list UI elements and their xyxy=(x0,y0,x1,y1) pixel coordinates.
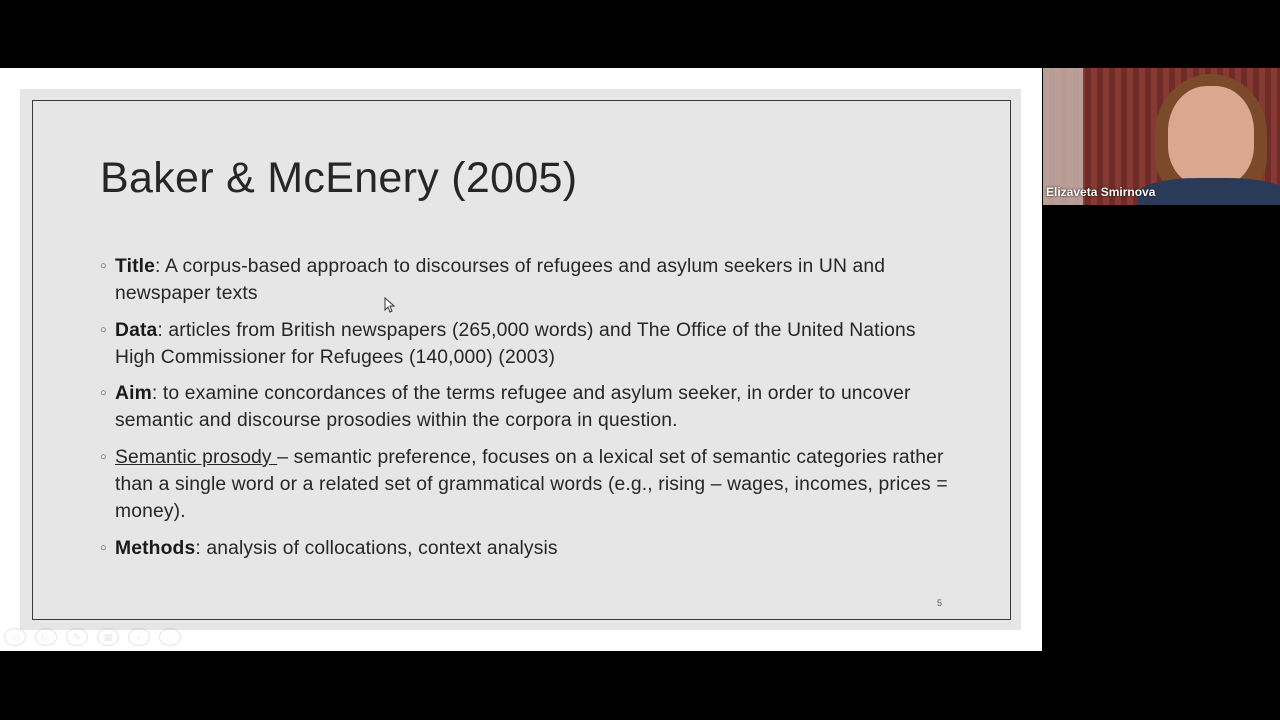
bullet-label: Title xyxy=(115,256,156,277)
slide-title: Baker & McEnery (2005) xyxy=(100,154,578,202)
presentation-slide xyxy=(32,100,1011,620)
previous-icon[interactable]: ◁ xyxy=(4,628,26,646)
bullet-methods xyxy=(100,535,960,562)
slides-grid-icon[interactable]: ▦ xyxy=(97,628,119,646)
slide-page-number: 5 xyxy=(937,598,943,608)
bullet-data xyxy=(100,317,960,372)
bullet-title xyxy=(100,253,960,308)
bullet-marker-icon: ○ xyxy=(100,541,107,554)
more-options-icon[interactable]: ⋯ xyxy=(159,628,181,646)
participant-body xyxy=(1138,178,1280,205)
bullet-label: Methods xyxy=(115,537,196,559)
participant-name: Elizaveta Smirnova xyxy=(1046,185,1156,199)
bullet-text: : articles from British newspapers (265,000 words) and The Office of the United Nations High Commissioner for Refugees (140,000) (2003) xyxy=(115,319,916,368)
bullet-marker-icon: ○ xyxy=(100,260,107,272)
bullet-label: Semantic prosody xyxy=(115,446,278,468)
bullet-text: : analysis of collocations, context analysis xyxy=(195,537,558,559)
mouse-cursor-icon xyxy=(384,297,396,313)
pen-icon[interactable]: ✎ xyxy=(66,628,88,646)
bullet-label: Data xyxy=(115,319,158,341)
bullet-marker-icon: ○ xyxy=(100,323,107,336)
bullet-marker-icon: ○ xyxy=(100,387,107,400)
bullet-label: Aim xyxy=(115,383,152,405)
bullet-text: : to examine concordances of the terms refugee and asylum seeker, in order to uncover semantic and discourse prosodies within the corpora in question. xyxy=(115,383,911,432)
bullet-semantic-prosody xyxy=(100,444,960,526)
bullet-list xyxy=(100,253,960,571)
participant-video-tile[interactable] xyxy=(1043,68,1280,205)
zoom-icon[interactable]: ⌕ xyxy=(128,628,150,646)
bullet-text: : A corpus-based approach to discourses of refugees and asylum seekers in UN and newspaper texts xyxy=(115,256,886,305)
bullet-text: – semantic preference, focuses on a lexical set of semantic categories rather than a single word or a related set of grammatical words (e.g., rising – wages, incomes, prices = money). xyxy=(115,446,948,523)
bullet-aim xyxy=(100,380,960,435)
slideshow-toolbar xyxy=(4,628,181,646)
next-icon[interactable]: ▷ xyxy=(35,628,57,646)
bullet-marker-icon: ○ xyxy=(100,450,107,463)
participant-face xyxy=(1168,86,1254,186)
